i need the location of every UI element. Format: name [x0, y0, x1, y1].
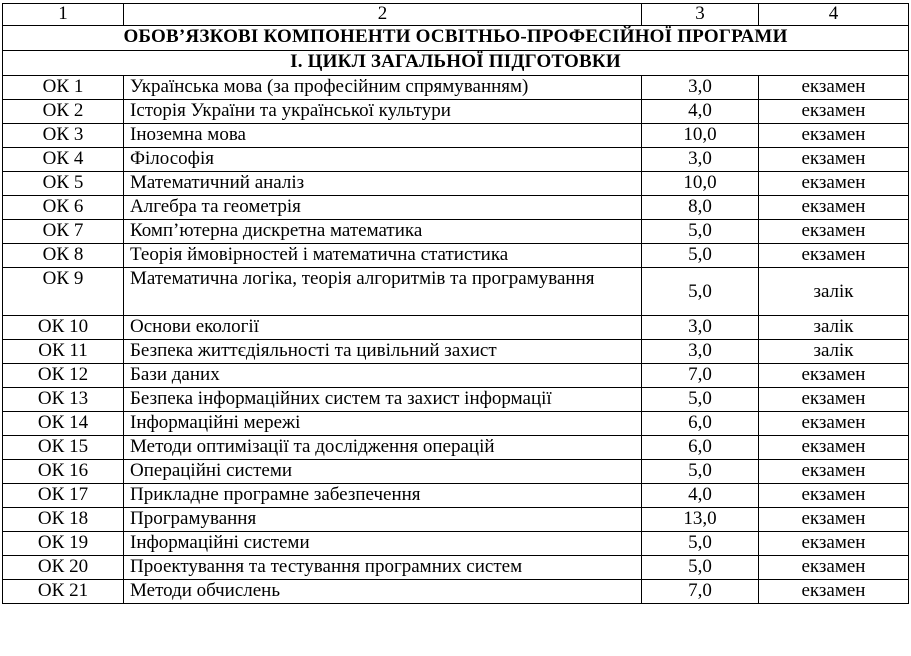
table-row: [3, 316, 909, 340]
course-assessment: екзамен: [759, 124, 909, 148]
course-assessment: залік: [759, 268, 909, 316]
column-number-3: 3: [642, 4, 759, 26]
course-assessment: екзамен: [759, 580, 909, 604]
course-assessment: екзамен: [759, 196, 909, 220]
course-credits: 5,0: [642, 388, 759, 412]
course-name: Комп’ютерна дискретна математика: [124, 220, 642, 244]
course-assessment: екзамен: [759, 532, 909, 556]
table-row: [3, 100, 909, 124]
course-assessment: екзамен: [759, 388, 909, 412]
course-assessment: екзамен: [759, 172, 909, 196]
course-code: ОК 7: [3, 220, 124, 244]
course-name: Операційні системи: [124, 460, 642, 484]
course-code: ОК 13: [3, 388, 124, 412]
course-name: Алгебра та геометрія: [124, 196, 642, 220]
course-code: ОК 11: [3, 340, 124, 364]
course-name: Іноземна мова: [124, 124, 642, 148]
course-credits: 6,0: [642, 436, 759, 460]
table-row: [3, 76, 909, 100]
course-credits: 5,0: [642, 532, 759, 556]
section-title: ОБОВ’ЯЗКОВІ КОМПОНЕНТИ ОСВІТНЬО-ПРОФЕСІЙНОЇ ПРОГРАМИ: [3, 26, 909, 51]
course-name: Теорія ймовірностей і математична статистика: [124, 244, 642, 268]
course-credits: 4,0: [642, 100, 759, 124]
course-code: ОК 9: [3, 268, 124, 316]
course-name: Бази даних: [124, 364, 642, 388]
table-row: [3, 556, 909, 580]
course-credits: 3,0: [642, 76, 759, 100]
course-name: Математична логіка, теорія алгоритмів та програмування: [124, 268, 642, 316]
table-row: [3, 364, 909, 388]
course-code: ОК 18: [3, 508, 124, 532]
course-code: ОК 15: [3, 436, 124, 460]
table-row: [3, 244, 909, 268]
column-number-row: [3, 4, 909, 26]
course-code: ОК 1: [3, 76, 124, 100]
course-credits: 10,0: [642, 124, 759, 148]
course-assessment: екзамен: [759, 412, 909, 436]
course-code: ОК 14: [3, 412, 124, 436]
course-code: ОК 17: [3, 484, 124, 508]
course-assessment: екзамен: [759, 244, 909, 268]
course-credits: 8,0: [642, 196, 759, 220]
table-row: [3, 172, 909, 196]
cycle-title-row: [3, 51, 909, 76]
table-row: [3, 196, 909, 220]
course-assessment: екзамен: [759, 484, 909, 508]
course-code: ОК 19: [3, 532, 124, 556]
course-credits: 6,0: [642, 412, 759, 436]
table-row: [3, 268, 909, 316]
course-credits: 3,0: [642, 148, 759, 172]
course-code: ОК 21: [3, 580, 124, 604]
table-row: [3, 124, 909, 148]
course-assessment: екзамен: [759, 220, 909, 244]
course-credits: 5,0: [642, 244, 759, 268]
course-assessment: екзамен: [759, 460, 909, 484]
course-name: Методи обчислень: [124, 580, 642, 604]
course-assessment: екзамен: [759, 436, 909, 460]
course-name: Філософія: [124, 148, 642, 172]
course-credits: 7,0: [642, 580, 759, 604]
course-assessment: залік: [759, 316, 909, 340]
course-code: ОК 20: [3, 556, 124, 580]
course-name: Історія України та української культури: [124, 100, 642, 124]
course-code: ОК 8: [3, 244, 124, 268]
course-code: ОК 5: [3, 172, 124, 196]
section-title-row: [3, 26, 909, 51]
course-name: Прикладне програмне забезпечення: [124, 484, 642, 508]
course-assessment: екзамен: [759, 364, 909, 388]
course-credits: 5,0: [642, 556, 759, 580]
course-code: ОК 3: [3, 124, 124, 148]
table-row: [3, 148, 909, 172]
column-number-1: 1: [3, 4, 124, 26]
course-name: Безпека інформаційних систем та захист інформації: [124, 388, 642, 412]
course-name: Безпека життєдіяльності та цивільний захист: [124, 340, 642, 364]
course-credits: 10,0: [642, 172, 759, 196]
table-row: [3, 412, 909, 436]
course-credits: 5,0: [642, 460, 759, 484]
curriculum-table: [2, 3, 909, 604]
course-credits: 5,0: [642, 220, 759, 244]
table-row: [3, 580, 909, 604]
course-assessment: екзамен: [759, 76, 909, 100]
table-row: [3, 220, 909, 244]
course-code: ОК 6: [3, 196, 124, 220]
course-code: ОК 2: [3, 100, 124, 124]
table-row: [3, 532, 909, 556]
course-credits: 5,0: [642, 268, 759, 316]
course-assessment: екзамен: [759, 556, 909, 580]
course-name: Програмування: [124, 508, 642, 532]
course-credits: 13,0: [642, 508, 759, 532]
course-name: Українська мова (за професійним спрямуванням): [124, 76, 642, 100]
course-assessment: екзамен: [759, 100, 909, 124]
table-row: [3, 436, 909, 460]
table-row: [3, 508, 909, 532]
table-row: [3, 484, 909, 508]
course-assessment: залік: [759, 340, 909, 364]
course-name: Проектування та тестування програмних систем: [124, 556, 642, 580]
course-code: ОК 10: [3, 316, 124, 340]
course-code: ОК 16: [3, 460, 124, 484]
course-name: Методи оптимізації та дослідження операцій: [124, 436, 642, 460]
course-name: Інформаційні системи: [124, 532, 642, 556]
table-row: [3, 388, 909, 412]
course-credits: 7,0: [642, 364, 759, 388]
column-number-2: 2: [124, 4, 642, 26]
course-assessment: екзамен: [759, 508, 909, 532]
course-code: ОК 4: [3, 148, 124, 172]
course-name: Математичний аналіз: [124, 172, 642, 196]
course-credits: 3,0: [642, 316, 759, 340]
table-row: [3, 340, 909, 364]
course-credits: 3,0: [642, 340, 759, 364]
course-code: ОК 12: [3, 364, 124, 388]
table-row: [3, 460, 909, 484]
course-name: Інформаційні мережі: [124, 412, 642, 436]
course-credits: 4,0: [642, 484, 759, 508]
cycle-title: І. ЦИКЛ ЗАГАЛЬНОЇ ПІДГОТОВКИ: [3, 51, 909, 76]
column-number-4: 4: [759, 4, 909, 26]
course-assessment: екзамен: [759, 148, 909, 172]
course-name: Основи екології: [124, 316, 642, 340]
